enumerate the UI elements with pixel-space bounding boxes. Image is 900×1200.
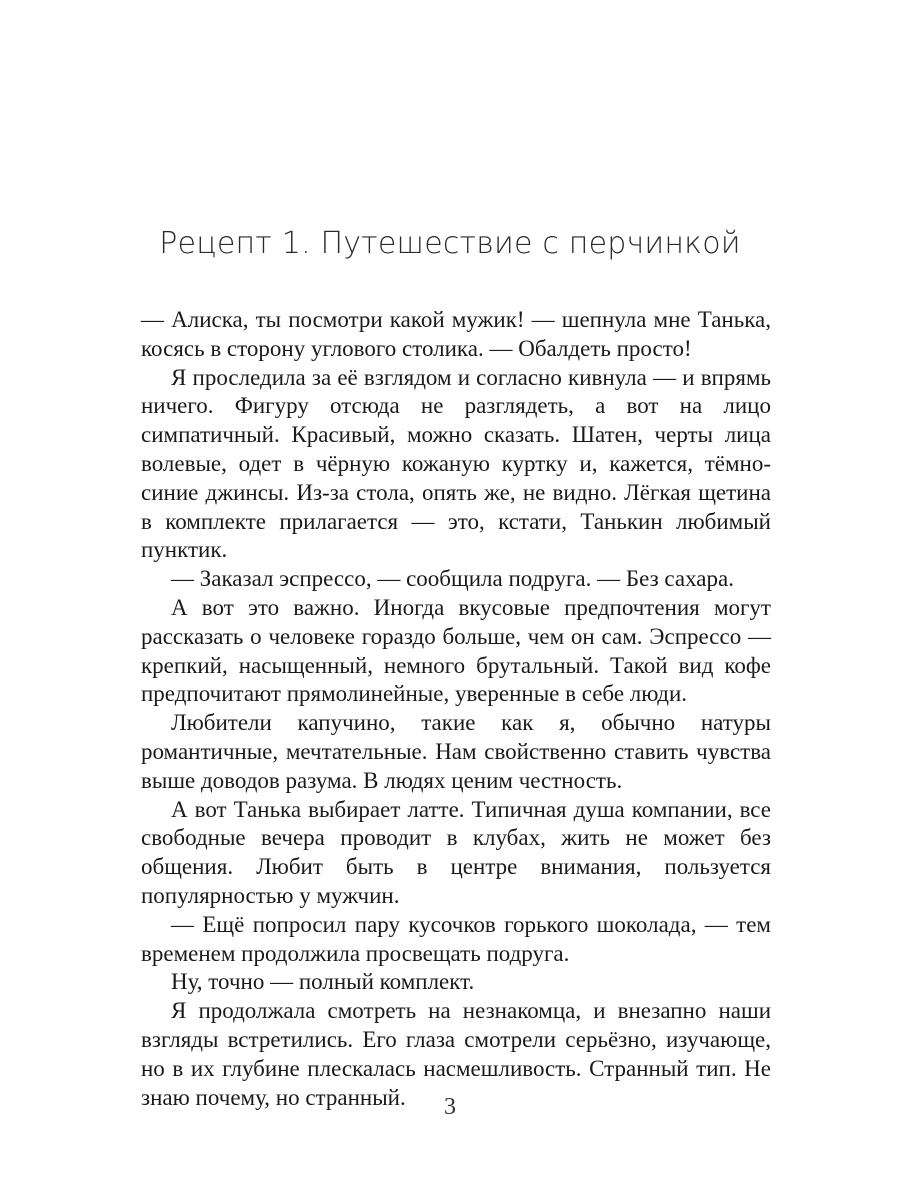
paragraph: — Заказал эспрессо, — сообщила подруга. — Без сахара. [171,566,734,592]
paragraph: — Ещё попросил пару кусочков горького шоколада, — тем временем продолжила просвещать подруга. [141,911,771,966]
paragraph: Я проследила за её взглядом и согласно кивнула — и впрямь ничего. Фигуру отсюда не разглядеть, а вот на лицо симпатичный. Красивый, можно сказать. Шатен, черты лица волевые, одет в чёрную кожаную куртку и, кажется, тёмно-синие джинсы. Из-за стола, опять же, не видно. Лёгкая щетина в комплекте прилагается — это, кстати, Танькин любимый пунктик. [141,364,771,563]
page-number: 3 [444,1094,456,1120]
chapter-body [141,306,771,1112]
chapter-title: Рецепт 1. Путешествие с перчинкой [159,226,741,261]
paragraph: Любители капучино, такие как я, обычно натуры романтичные, мечтательные. Нам свойственно ставить чувства выше доводов разума. В людях ценим честность. [141,710,771,793]
paragraph: А вот это важно. Иногда вкусовые предпочтения могут рассказать о человеке гораздо больше, чем он сам. Эспрессо — крепкий, насыщенный, немного брутальный. Такой вид кофе предпочитают прямолинейные, уверенные в себе люди. [141,594,771,707]
paragraph: А вот Танька выбирает латте. Типичная душа компании, все свободные вечера проводит в клубах, жить не может без общения. Любит быть в центре внимания, пользуется популярностью у мужчин. [141,796,771,908]
paragraph: Ну, точно — полный комплект. [171,969,475,995]
paragraph: — Алиска, ты посмотри какой мужик! — шепнула мне Танька, косясь в сторону углового столика. — Обалдеть просто! [141,307,771,361]
paragraph: Я продолжала смотреть на незнакомца, и внезапно наши взгляды встретились. Его глаза смотрели серьёзно, изучающе, но в их глубине плескалась насмешливость. Странный тип. Не знаю почему, но странный. [141,998,771,1110]
